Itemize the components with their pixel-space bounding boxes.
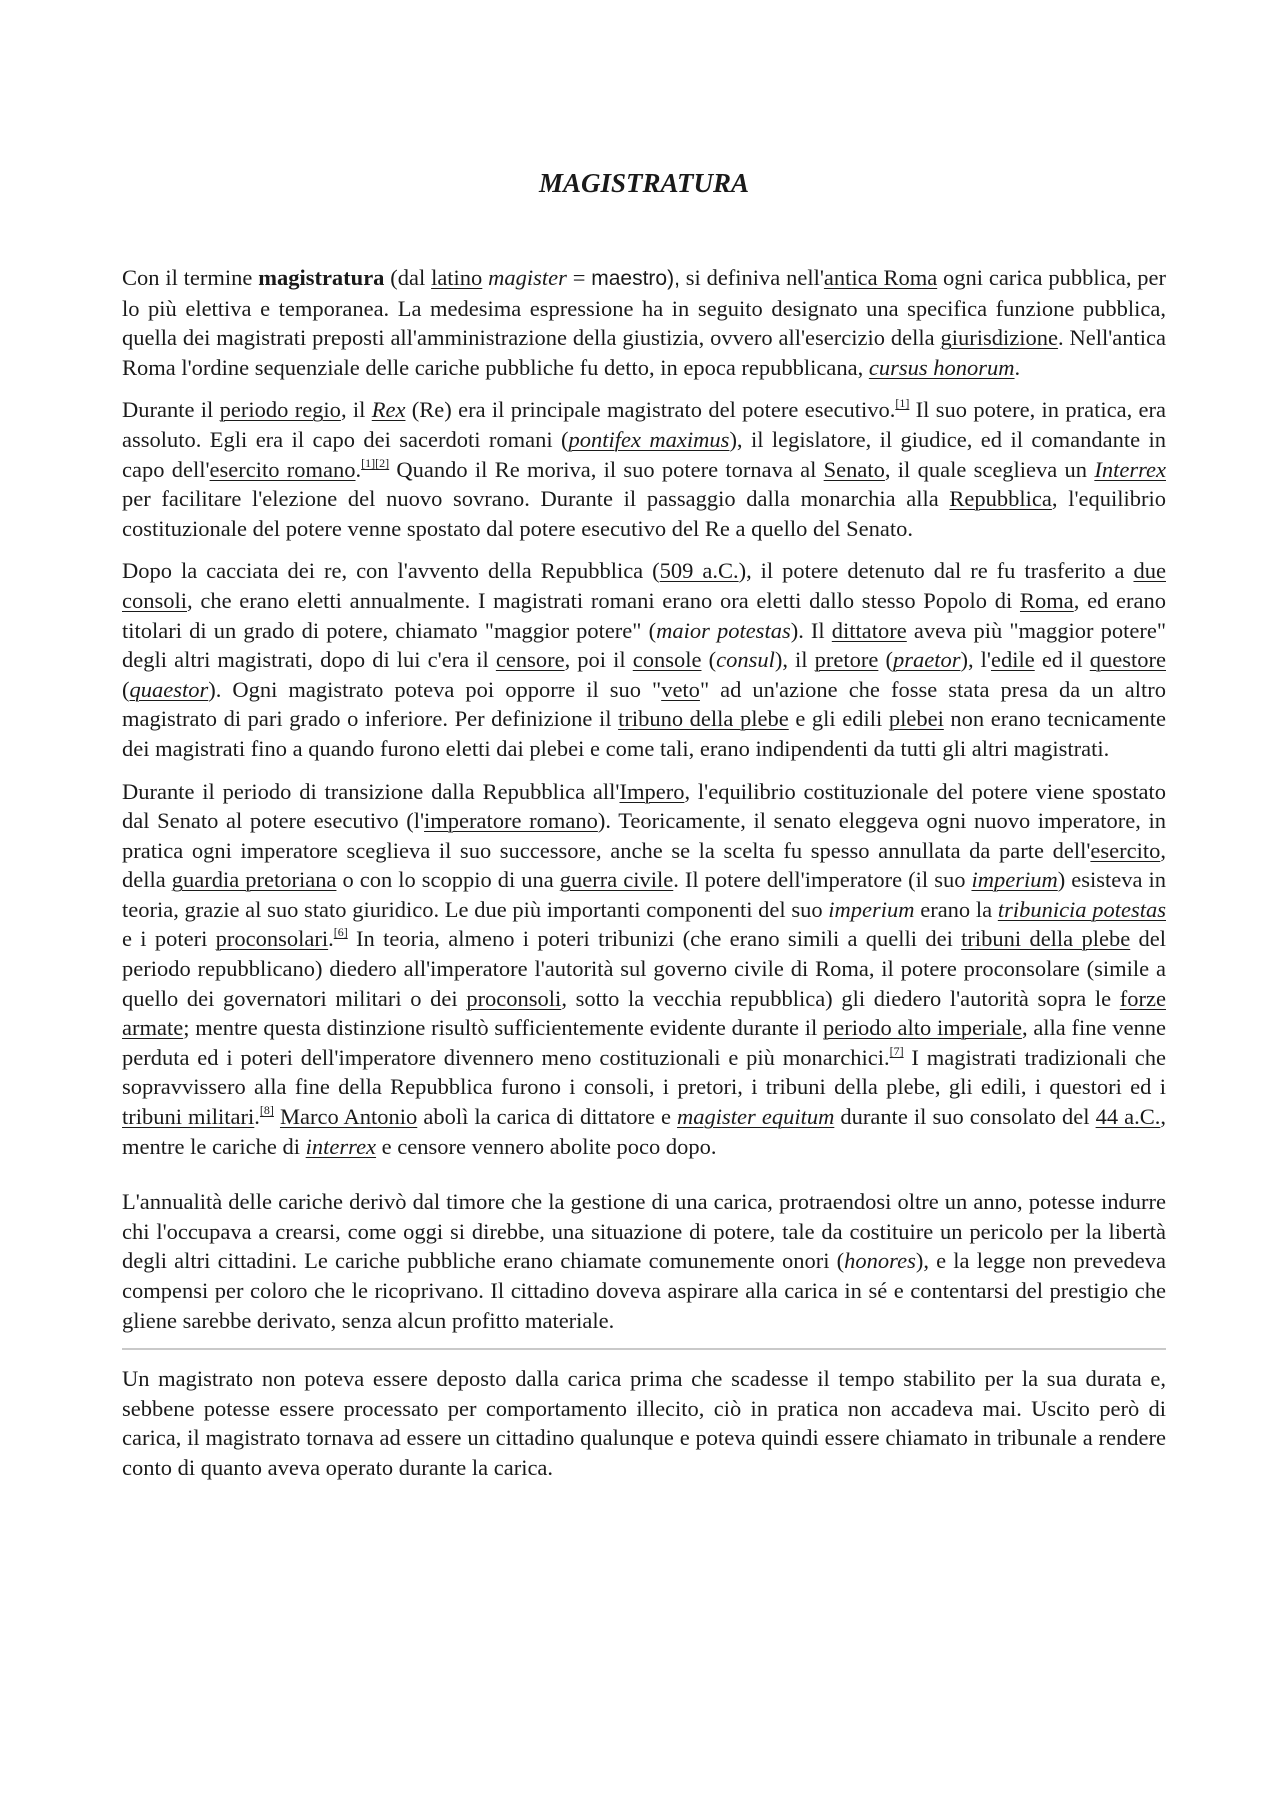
link-proconsoli[interactable]: proconsoli [466, 985, 562, 1011]
link-dittatore[interactable]: dittatore [831, 617, 907, 643]
link-questore[interactable]: questore [1089, 647, 1166, 673]
link-pontifex-maximus[interactable]: pontifex maximus [568, 426, 730, 452]
paragraph-periodo-regio: Durante il periodo regio, il Rex (Re) era il principale magistrato del potere esecutivo.[1] Il suo potere, in pratica, era assoluto. Egli era il capo dei sacerdoti romani (pontifex maximus), il legislatore, il giudice, ed il comandante in capo dell'esercito romano.[1][2] Quando il Re moriva, il suo potere tornava al Senato, il quale sceglieva un Interrex per facilitare l'elezione del nuovo sovrano. Durante il passaggio dalla monarchia alla Repubblica, l'equilibrio costituzionale del potere venne spostato dal potere esecutivo del Re a quello del Senato. [122, 396, 1166, 541]
link-44-ac[interactable]: 44 a.C. [1095, 1104, 1161, 1130]
link-latino[interactable]: latino [431, 265, 483, 290]
link-tribuni-della-plebe[interactable]: tribuni della plebe [961, 926, 1131, 952]
link-guardia-pretoriana[interactable]: guardia pretoriana [171, 867, 337, 893]
footnote-ref-6[interactable]: [6] [333, 925, 348, 940]
link-magister-equitum[interactable]: magister equitum [677, 1104, 835, 1130]
link-guerra-civile[interactable]: guerra civile [559, 867, 674, 893]
paragraph-impero: Durante il periodo di transizione dalla Repubblica all'Impero, l'equilibrio costituzionale del potere viene spostato dal Senato al potere esecutivo (l'imperatore romano). Teoricamente, il senato eleggeva ogni nuovo imperatore, in pratica ogni imperatore sceglieva il suo successore, anche se la scelta fu spesso annullata da parte dell'esercito, della guardia pretoriana o con lo scoppio di una guerra civile. Il potere dell'imperatore (il suo imperium) esisteva in teoria, grazie al suo stato giuridico. Le due più importanti componenti del suo imperium erano la tribunicia potestas e i poteri proconsolari.[6] In teoria, almeno i poteri tribunizi (che erano simili a quelli dei tribuni della plebe del periodo repubblicano) diedero all'imperatore l'autorità sul governo civile di Roma, il potere proconsolare (simile a quello dei governatori militari o dei proconsoli, sotto la vecchia repubblica) gli diedero l'autorità sopra le forze armate; mentre questa distinzione risultò sufficientemente evidente durante il periodo alto imperiale, alla fine venne perduta ed i poteri dell'imperatore divennero meno costituzionali e più monarchici.[7] I magistrati tradizionali che sopravvissero alla fine della Repubblica furono i consoli, i pretori, i tribuni della plebe, gli edili, i questori ed i tribuni militari.[8] Marco Antonio abolì la carica di dittatore e magister equitum durante il suo consolato del 44 a.C., mentre le cariche di interrex e censore vennero abolite poco dopo. [122, 778, 1167, 1159]
link-antica-roma[interactable]: antica Roma [823, 265, 938, 290]
link-periodo-alto-imperiale[interactable]: periodo alto imperiale [823, 1015, 1022, 1041]
term-magistratura: magistratura [258, 265, 385, 290]
link-interrex[interactable]: Interrex [1094, 456, 1166, 482]
link-marco-antonio[interactable]: Marco Antonio [279, 1104, 418, 1130]
link-pretore[interactable]: pretore [814, 647, 879, 673]
link-due-consoli[interactable]: due consoli [122, 558, 1166, 613]
link-esercito[interactable]: esercito [1090, 837, 1161, 863]
footnote-ref-2[interactable]: [2] [375, 455, 390, 470]
link-repubblica[interactable]: Repubblica [949, 486, 1052, 512]
link-esercito-romano[interactable]: esercito romano [209, 456, 356, 482]
link-quaestor[interactable]: quaestor [129, 676, 209, 702]
link-console[interactable]: console [632, 647, 702, 673]
link-interrex-2[interactable]: interrex [305, 1133, 377, 1159]
document-body [122, 263, 1166, 1496]
link-praetor[interactable]: praetor [892, 647, 961, 673]
horizontal-divider [122, 1348, 1166, 1350]
link-509-ac[interactable]: 509 a.C. [659, 558, 739, 584]
link-plebei[interactable]: plebei [888, 706, 944, 732]
document-title: MAGISTRATURA [538, 168, 750, 198]
link-proconsolari[interactable]: proconsolari [215, 926, 329, 952]
link-forze-armate[interactable]: forze armate [122, 985, 1166, 1041]
link-roma[interactable]: Roma [1019, 587, 1074, 613]
link-rex[interactable]: Rex [371, 397, 406, 423]
link-veto[interactable]: veto [661, 676, 700, 702]
footnote-ref-7[interactable]: [7] [889, 1043, 904, 1058]
link-imperium[interactable]: imperium [971, 867, 1058, 893]
paragraph-annualita: L'annualità delle cariche derivò dal timore che la gestione di una carica, protraendosi oltre un anno, potesse indurre chi l'occupava a crearsi, come oggi si direbbe, una situazione di potere, tale da costituire un pericolo per la libertà degli altri cittadini. Le cariche pubbliche erano chiamate comunemente onori (honores), e la legge non prevedeva compensi per coloro che le ricoprivano. Il cittadino doveva aspirare alla carica in sé e contentarsi del prestigio che gliene sarebbe derivato, senza alcun profitto materiale. [122, 1189, 1166, 1333]
footnote-ref-1[interactable]: [1] [895, 396, 910, 411]
link-impero[interactable]: Impero [619, 778, 685, 804]
link-cursus-honorum[interactable]: cursus honorum [868, 354, 1015, 380]
link-censore[interactable]: censore [495, 647, 565, 673]
link-giurisdizione[interactable]: giurisdizione [940, 325, 1058, 351]
paragraph-intro: Con il termine magistratura (dal latino magister = maestro), si definiva nell'antica Roma ogni carica pubblica, per lo più elettiva e temporanea. La medesima espressione ha in seguito designato una specifica funzione pubblica, quella dei magistrati preposti all'amministrazione della giustizia, ovvero all'esercizio della giurisdizione. Nell'antica Roma l'ordine sequenziale delle cariche pubbliche fu detto, in epoca repubblicana, cursus honorum. [122, 265, 1166, 380]
link-edile[interactable]: edile [990, 647, 1035, 673]
link-tribuni-militari[interactable]: tribuni militari [122, 1104, 255, 1130]
link-tribunicia-potestas[interactable]: tribunicia potestas [997, 896, 1166, 922]
link-tribuno-della-plebe[interactable]: tribuno della plebe [618, 706, 789, 732]
paragraph-repubblica: Dopo la cacciata dei re, con l'avvento della Repubblica (509 a.C.), il potere detenuto dal re fu trasferito a due consoli, che erano eletti annualmente. I magistrati romani erano ora eletti dallo stesso Popolo di Roma, ed erano titolari di un grado di potere, chiamato "maggior potere" (maior potestas). Il dittatore aveva più "maggior potere" degli altri magistrati, dopo di lui c'era il censore, poi il console (consul), il pretore (praetor), l'edile ed il questore (quaestor). Ogni magistrato poteva poi opporre il suo "veto" ad un'azione che fosse stata presa da un altro magistrato di pari grado o inferiore. Per definizione il tribuno della plebe e gli edili plebei non erano tecnicamente dei magistrati fino a quando furono eletti dai plebei e come tali, erano indipendenti da tutti gli altri magistrati. [122, 558, 1167, 761]
link-imperatore-romano[interactable]: imperatore romano [424, 808, 598, 834]
link-periodo-regio[interactable]: periodo regio [219, 397, 341, 423]
paragraph-deposizione: Un magistrato non poteva essere deposto dalla carica prima che scadesse il tempo stabilito per la sua durata e, sebbene potesse essere processato per comportamento illecito, ciò in pratica non accadeva mai. Uscito però di carica, il magistrato tornava ad essere un cittadino qualunque e poteva quindi essere chiamato in tribunale a rendere conto di quanto aveva operato durante la carica. [122, 1366, 1166, 1480]
footnote-ref-8[interactable]: [8] [259, 1103, 274, 1118]
link-senato[interactable]: Senato [823, 456, 885, 482]
footnote-ref-1b[interactable]: [1] [361, 455, 376, 470]
